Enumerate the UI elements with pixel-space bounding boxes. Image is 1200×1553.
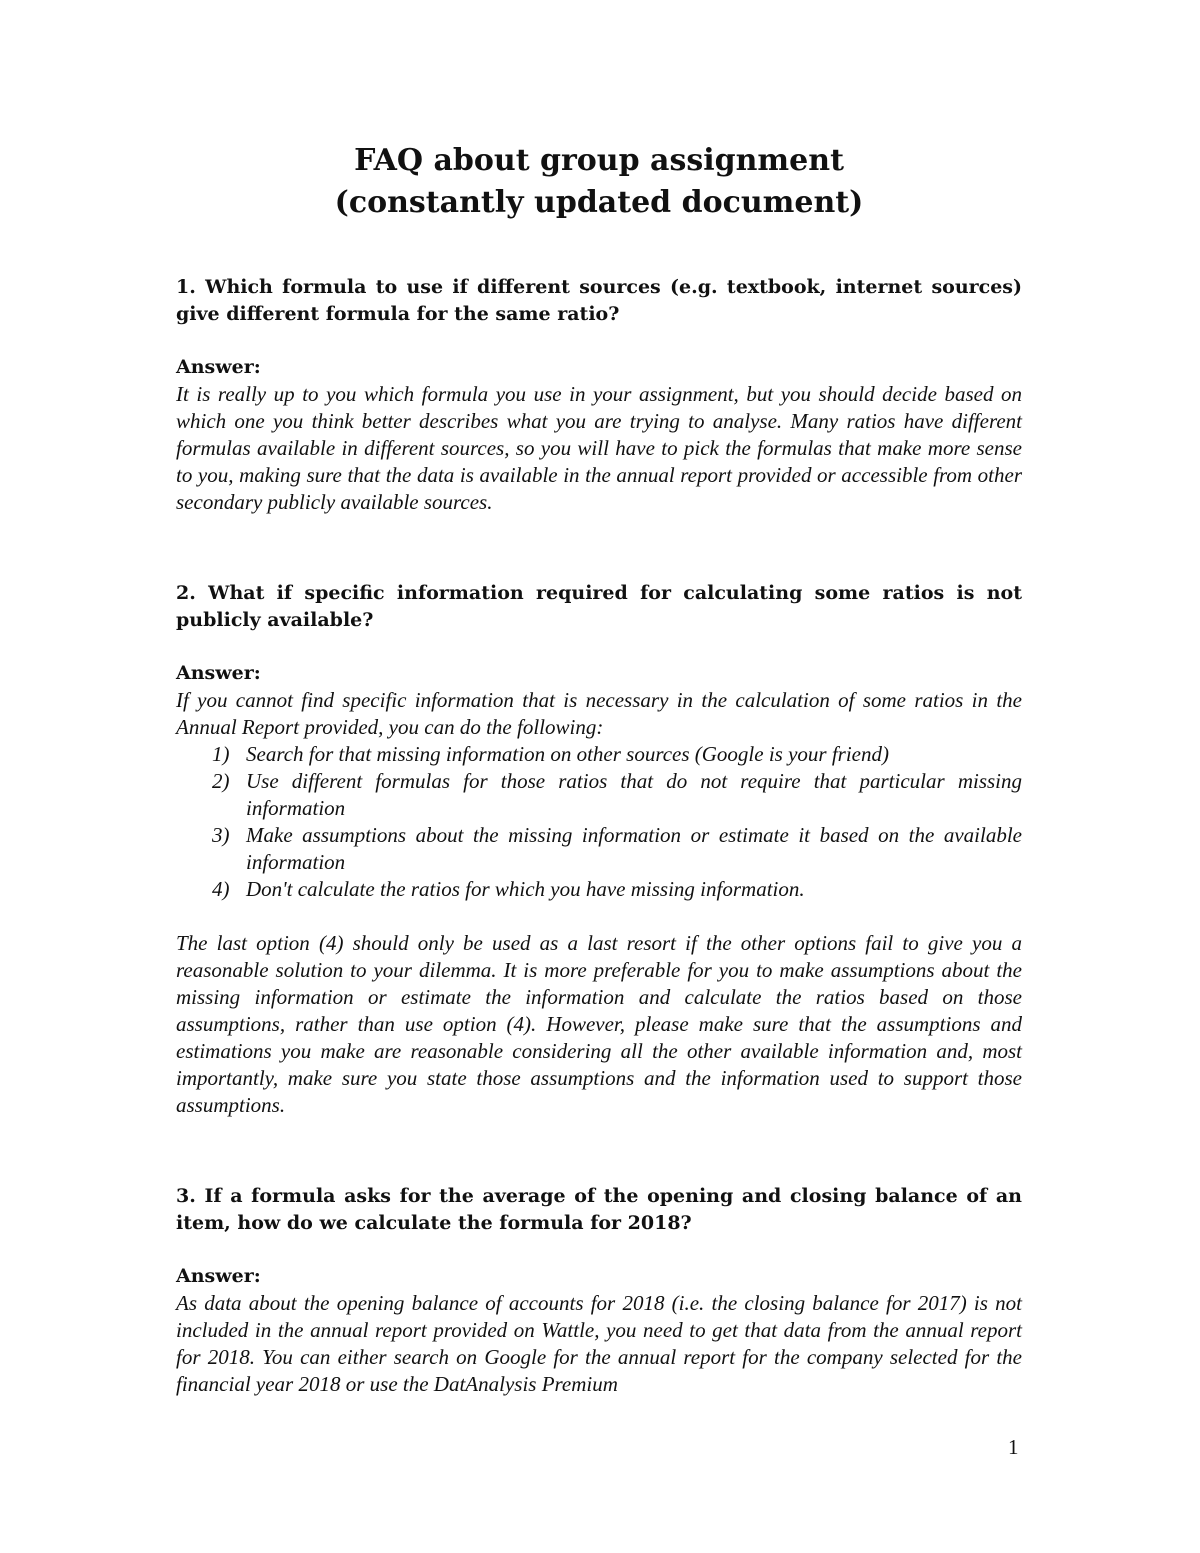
faq-2-option-1 bbox=[176, 741, 1022, 768]
option-number: 4) bbox=[212, 877, 230, 901]
option-number: 3) bbox=[212, 823, 230, 847]
option-text: Make assumptions about the missing information or estimate it based on the available information bbox=[246, 823, 1022, 874]
faq-2-answer-label: Answer: bbox=[176, 662, 261, 684]
option-text: Don't calculate the ratios for which you have missing information. bbox=[246, 877, 805, 901]
faq-2-answer-followup: The last option (4) should only be used as a last resort if the other options fail to give you a reasonable solution to your dilemma. It is more preferable for you to make assumptions about the missing information or estimate the information and calculate the ratios based on those assumptions, rather than use option (4). However, please make sure that the assumptions and estimations you make are reasonable considering all the other available information and, most importantly, make sure you state those assumptions and the information used to support those assumptions. bbox=[176, 931, 1022, 1117]
faq-3-answer-text: As data about the opening balance of accounts for 2018 (i.e. the closing balance for 2017) is not included in the annual report provided on Wattle, you need to get that data from the annual report for 2018. You can either search on Google for the annual report for the company selected for the financial year 2018 or use the DatAnalysis Premium bbox=[176, 1291, 1022, 1396]
faq-2-option-2 bbox=[176, 768, 1022, 822]
title-line-1: FAQ about group assignment bbox=[354, 143, 844, 178]
faq-2-option-4 bbox=[176, 876, 1022, 903]
title-line-2: (constantly updated document) bbox=[334, 185, 864, 220]
option-number: 1) bbox=[212, 742, 230, 766]
option-number: 2) bbox=[212, 769, 230, 793]
faq-3-answer-label: Answer: bbox=[176, 1265, 261, 1287]
option-text: Use different formulas for those ratios that do not require that particular missing information bbox=[246, 769, 1022, 820]
document-title bbox=[176, 140, 1022, 224]
faq-3-question: 3. If a formula asks for the average of the opening and closing balance of an item, how do we calculate the formula for 2018? bbox=[176, 1185, 1022, 1234]
faq-1-question: 1. Which formula to use if different sources (e.g. textbook, internet sources) give different formula for the same ratio? bbox=[176, 276, 1022, 325]
faq-1-answer-label: Answer: bbox=[176, 356, 261, 378]
option-text: Search for that missing information on other sources (Google is your friend) bbox=[246, 742, 889, 766]
faq-2-option-3 bbox=[176, 822, 1022, 876]
faq-2-answer-intro: If you cannot find specific information that is necessary in the calculation of some ratios in the Annual Report provided, you can do the following: bbox=[176, 688, 1022, 739]
page-number: 1 bbox=[1008, 1435, 1019, 1459]
faq-1-answer-text: It is really up to you which formula you use in your assignment, but you should decide based on which one you think better describes what you are trying to analyse. Many ratios have different formulas available in different sources, so you will have to pick the formulas that make more sense to you, making sure that the data is available in the annual report provided or accessible from other secondary publicly available sources. bbox=[176, 382, 1022, 514]
faq-2-options-list bbox=[176, 741, 1022, 903]
document-page bbox=[176, 140, 1022, 1398]
faq-2-question: 2. What if specific information required for calculating some ratios is not publicly available? bbox=[176, 582, 1022, 631]
